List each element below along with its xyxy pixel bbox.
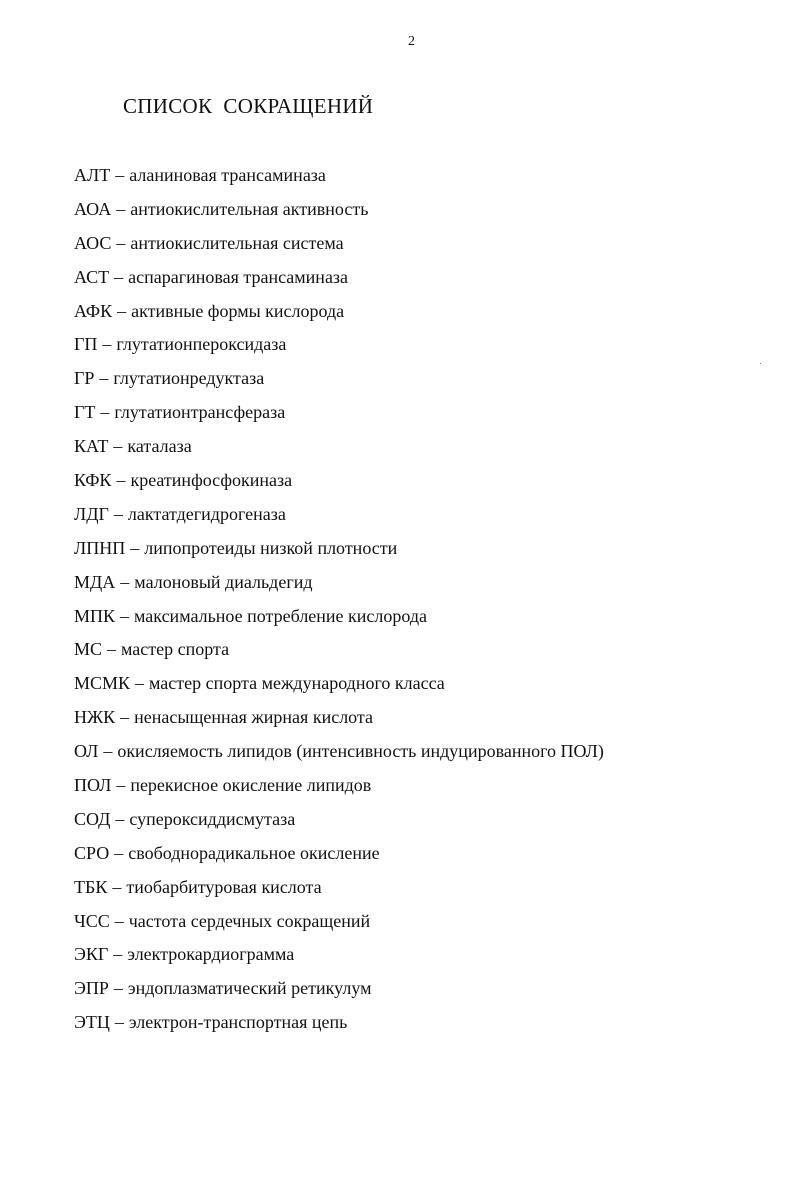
- abbreviation-meaning: креатинфосфокиназа: [130, 470, 293, 491]
- abbreviation-entry: [74, 908, 604, 942]
- abbreviation-entry: [74, 704, 604, 738]
- abbreviation-term: ГП: [74, 334, 98, 355]
- abbreviation-entry: [74, 975, 604, 1009]
- abbreviation-meaning: активные формы кислорода: [131, 300, 345, 321]
- abbreviation-entry: [74, 941, 604, 975]
- page-title: СПИСОК СОКРАЩЕНИЙ: [123, 94, 374, 118]
- abbreviation-meaning: аспарагиновая трансаминаза: [128, 266, 349, 287]
- abbreviation-entry: [74, 636, 604, 670]
- abbreviation-term: ЭТЦ: [74, 1012, 110, 1033]
- abbreviation-entry: [74, 535, 604, 569]
- abbreviation-meaning: глутатионтрансфераза: [114, 402, 286, 423]
- separator-dash: –: [130, 537, 140, 558]
- separator-dash: –: [114, 910, 124, 931]
- page-number: 2: [408, 34, 415, 49]
- abbreviation-entry: [74, 298, 604, 332]
- abbreviation-term: КФК: [74, 470, 112, 491]
- abbreviation-meaning: ненасыщенная жирная кислота: [134, 707, 374, 728]
- separator-dash: –: [113, 944, 123, 965]
- abbreviation-term: НЖК: [74, 707, 116, 728]
- abbreviation-term: АФК: [74, 300, 113, 321]
- separator-dash: –: [113, 503, 123, 524]
- separator-dash: –: [116, 470, 126, 491]
- abbreviation-meaning: глутатионпероксидаза: [116, 334, 287, 355]
- separator-dash: –: [116, 198, 126, 219]
- abbreviation-term: ЛДГ: [74, 503, 109, 524]
- abbreviation-term: ГР: [74, 368, 95, 389]
- abbreviation-entry: [74, 840, 604, 874]
- abbreviation-entry: [74, 331, 604, 365]
- abbreviation-term: АОА: [74, 198, 112, 219]
- separator-dash: –: [114, 1012, 124, 1033]
- abbreviation-term: ТБК: [74, 876, 108, 897]
- separator-dash: –: [113, 978, 123, 999]
- abbreviation-meaning: мастер спорта международного класса: [149, 673, 445, 694]
- abbreviation-entry: [74, 467, 604, 501]
- abbreviation-meaning: перекисное окисление липидов: [130, 775, 372, 796]
- abbreviation-term: АСТ: [74, 266, 110, 287]
- abbreviation-meaning: окисляемость липидов (интенсивность индуцированного ПОЛ): [117, 741, 604, 762]
- abbreviation-entry: [74, 264, 604, 298]
- abbreviation-list: [74, 162, 604, 1043]
- abbreviation-entry: [74, 365, 604, 399]
- abbreviation-term: ЛПНП: [74, 537, 126, 558]
- separator-dash: –: [117, 300, 127, 321]
- abbreviation-meaning: лактатдегидрогеназа: [127, 503, 286, 524]
- abbreviation-entry: [74, 196, 604, 230]
- abbreviation-meaning: каталаза: [127, 436, 192, 457]
- abbreviation-term: КАТ: [74, 436, 109, 457]
- separator-dash: –: [115, 808, 125, 829]
- abbreviation-term: ОЛ: [74, 741, 99, 762]
- abbreviation-entry: [74, 806, 604, 840]
- abbreviation-term: МСМК: [74, 673, 131, 694]
- abbreviation-meaning: супероксиддисмутаза: [129, 808, 296, 829]
- separator-dash: –: [112, 876, 122, 897]
- abbreviation-term: ПОЛ: [74, 775, 112, 796]
- abbreviation-term: ЭКГ: [74, 944, 109, 965]
- separator-dash: –: [107, 639, 117, 660]
- abbreviation-meaning: антиокислительная активность: [130, 198, 369, 219]
- scan-speck: [760, 363, 761, 364]
- separator-dash: –: [103, 741, 113, 762]
- abbreviation-term: МПК: [74, 605, 116, 626]
- abbreviation-meaning: липопротеиды низкой плотности: [144, 537, 398, 558]
- abbreviation-term: МДА: [74, 571, 116, 592]
- abbreviation-meaning: эндоплазматический ретикулум: [127, 978, 372, 999]
- abbreviation-meaning: электрон-транспортная цепь: [128, 1012, 348, 1033]
- abbreviation-entry: [74, 1009, 604, 1043]
- separator-dash: –: [102, 334, 112, 355]
- abbreviation-term: ГТ: [74, 402, 96, 423]
- abbreviation-term: АОС: [74, 232, 112, 253]
- separator-dash: –: [116, 232, 126, 253]
- separator-dash: –: [120, 605, 130, 626]
- abbreviation-term: СОД: [74, 808, 111, 829]
- abbreviation-meaning: антиокислительная система: [130, 232, 344, 253]
- abbreviation-meaning: максимальное потребление кислорода: [134, 605, 428, 626]
- abbreviation-entry: [74, 874, 604, 908]
- abbreviation-entry: [74, 399, 604, 433]
- abbreviation-meaning: глутатионредуктаза: [113, 368, 265, 389]
- abbreviation-term: АЛТ: [74, 165, 111, 185]
- abbreviation-meaning: тиобарбитуровая кислота: [126, 876, 322, 897]
- abbreviation-entry: [74, 670, 604, 704]
- separator-dash: –: [114, 266, 124, 287]
- abbreviation-entry: [74, 569, 604, 603]
- separator-dash: –: [114, 842, 124, 863]
- abbreviation-meaning: малоновый диальдегид: [134, 571, 313, 592]
- abbreviation-meaning: электрокардиограмма: [127, 944, 295, 965]
- separator-dash: –: [100, 402, 110, 423]
- abbreviation-entry: [74, 772, 604, 806]
- separator-dash: –: [99, 368, 109, 389]
- abbreviation-meaning: свободнорадикальное окисление: [128, 842, 380, 863]
- separator-dash: –: [115, 165, 125, 185]
- abbreviation-term: МС: [74, 639, 103, 660]
- separator-dash: –: [135, 673, 145, 694]
- abbreviation-entry: [74, 501, 604, 535]
- abbreviation-entry: [74, 603, 604, 637]
- abbreviation-term: СРО: [74, 842, 110, 863]
- separator-dash: –: [120, 571, 130, 592]
- abbreviation-term: ЭПР: [74, 978, 109, 999]
- abbreviation-entry: [74, 433, 604, 467]
- separator-dash: –: [120, 707, 130, 728]
- abbreviation-entry: [74, 230, 604, 264]
- separator-dash: –: [116, 775, 126, 796]
- abbreviation-entry: [74, 738, 604, 772]
- abbreviation-meaning: мастер спорта: [121, 639, 230, 660]
- separator-dash: –: [113, 436, 123, 457]
- abbreviation-meaning: частота сердечных сокращений: [128, 910, 371, 931]
- abbreviation-meaning: аланиновая трансаминаза: [129, 165, 326, 185]
- abbreviation-entry: [74, 162, 604, 196]
- abbreviation-term: ЧСС: [74, 910, 110, 931]
